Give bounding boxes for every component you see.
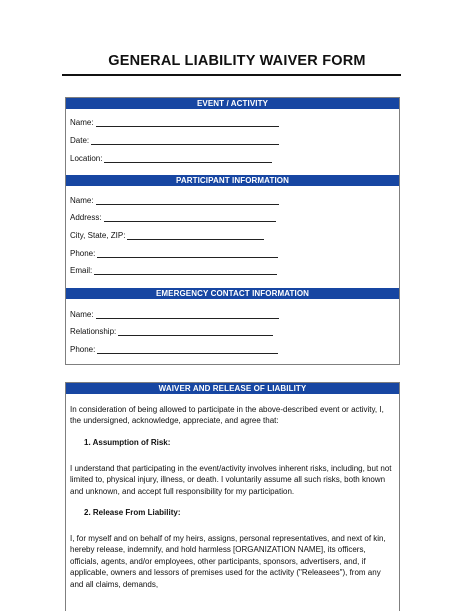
release-from-liability-heading: 2. Release From Liability: <box>84 508 181 517</box>
event-section-header: EVENT / ACTIVITY <box>66 98 399 109</box>
participant-city-line[interactable] <box>127 231 264 240</box>
event-date-field[interactable] <box>70 134 279 145</box>
waiver-section-header: WAIVER AND RELEASE OF LIABILITY <box>66 383 399 394</box>
participant-section-header: PARTICIPANT INFORMATION <box>66 175 399 186</box>
title-divider <box>62 74 401 76</box>
participant-address-label: Address: <box>70 213 102 222</box>
participant-email-line[interactable] <box>94 266 277 275</box>
emergency-relationship-label: Relationship: <box>70 327 117 336</box>
emergency-name-label: Name: <box>70 310 94 319</box>
participant-phone-field[interactable] <box>70 247 278 258</box>
participant-phone-label: Phone: <box>70 249 96 258</box>
event-name-field[interactable] <box>70 116 279 127</box>
participant-name-line[interactable] <box>96 196 279 205</box>
event-name-line[interactable] <box>96 118 279 127</box>
information-form-box <box>65 97 400 365</box>
waiver-box <box>65 382 400 611</box>
participant-email-label: Email: <box>70 266 93 275</box>
event-date-line[interactable] <box>91 136 279 145</box>
emergency-name-field[interactable] <box>70 308 279 319</box>
participant-city-field[interactable] <box>70 229 264 240</box>
participant-address-line[interactable] <box>104 213 276 222</box>
emergency-phone-label: Phone: <box>70 345 96 354</box>
event-location-label: Location: <box>70 154 103 163</box>
emergency-name-line[interactable] <box>96 310 279 319</box>
assumption-of-risk-heading: 1. Assumption of Risk: <box>84 438 171 447</box>
release-from-liability-text: I, for myself and on behalf of my heirs, assigns, personal representatives, and next of kin, hereby release, indemnify, and hold harmless [ORGANIZATION NAME], its officers, officials, agents, and/or employees, other participants, sponsors, advertisers, and, if applicable, owners and lessors of premises used for the activity ("Releasees"), from any and all claims, demands, <box>70 534 386 589</box>
page-title: GENERAL LIABILITY WAIVER FORM <box>108 53 366 69</box>
participant-phone-line[interactable] <box>97 249 278 258</box>
emergency-section-header: EMERGENCY CONTACT INFORMATION <box>66 288 399 299</box>
event-location-field[interactable] <box>70 152 272 163</box>
participant-address-field[interactable] <box>70 211 276 222</box>
emergency-phone-field[interactable] <box>70 343 278 354</box>
waiver-intro-text: In consideration of being allowed to participate in the above-described event or activity, I, the undersigned, acknowledge, appreciate, and agree that: <box>70 405 384 426</box>
event-location-line[interactable] <box>104 154 272 163</box>
participant-name-field[interactable] <box>70 194 279 205</box>
assumption-of-risk-text: I understand that participating in the event/activity involves inherent risks, including, but not limited to, physical injury, illness, or death. I voluntarily assume all such risks, both known and unknown, and accept full responsibility for my participation. <box>70 464 392 496</box>
emergency-relationship-field[interactable] <box>70 325 273 336</box>
emergency-phone-line[interactable] <box>97 345 278 354</box>
participant-city-label: City, State, ZIP: <box>70 231 126 240</box>
participant-name-label: Name: <box>70 196 94 205</box>
participant-email-field[interactable] <box>70 264 277 275</box>
event-date-label: Date: <box>70 136 90 145</box>
event-name-label: Name: <box>70 118 94 127</box>
emergency-relationship-line[interactable] <box>118 327 273 336</box>
